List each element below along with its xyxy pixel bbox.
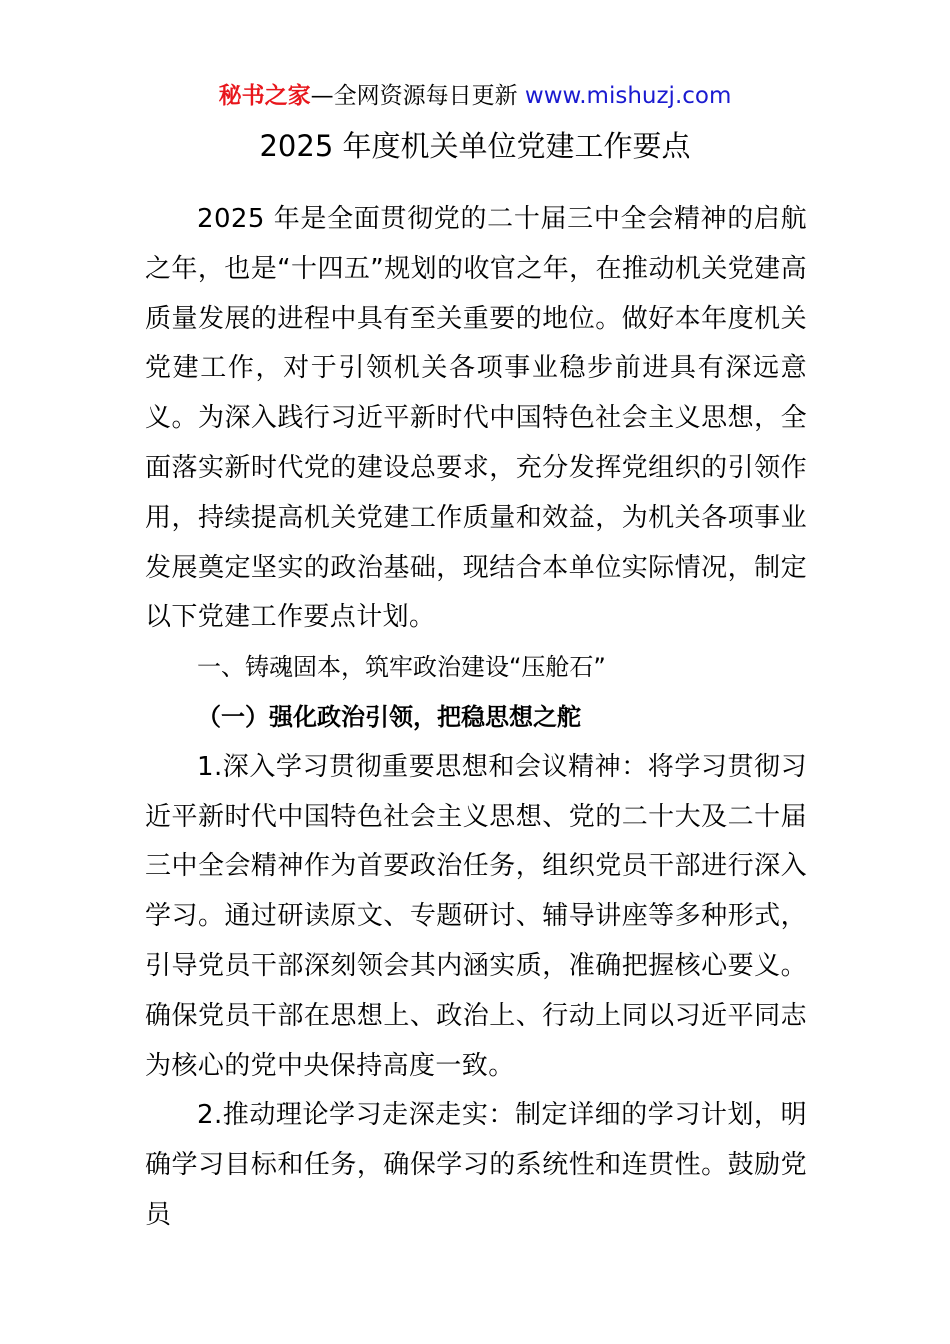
item-paragraph-2: 2.推动理论学习走深走实：制定详细的学习计划，明确学习目标和任务，确保学习的系统性和连贯性。鼓励党员 bbox=[145, 1100, 807, 1230]
site-url[interactable]: www.mishuzj.com bbox=[524, 83, 732, 109]
header-tagline: —全网资源每日更新 bbox=[310, 83, 518, 109]
brand-name: 秘书之家 bbox=[218, 83, 311, 109]
intro-paragraph: 2025 年是全面贯彻党的二十届三中全会精神的启航之年，也是“十四五”规划的收官之年，在推动机关党建高质量发展的进程中具有至关重要的地位。做好本年度机关党建工作，对于引领机关各项事业稳步前进具有深远意义。为深入践行习近平新时代中国特色社会主义思想，全面落实新时代党的建设总要求，充分发挥党组织的引领作用，持续提高机关党建工作质量和效益，为机关各项事业发展奠定坚实的政治基础，现结合本单位实际情况，制定以下党建工作要点计划。 bbox=[145, 204, 807, 633]
section-heading: 一、铸魂固本，筑牢政治建设“压舱石” bbox=[197, 653, 606, 682]
document-body bbox=[145, 195, 807, 1241]
site-header bbox=[0, 80, 950, 112]
document-title: 2025 年度机关单位党建工作要点 bbox=[259, 129, 691, 163]
subsection-heading: （一）强化政治引领，把稳思想之舵 bbox=[197, 702, 581, 731]
item-paragraph-1: 1.深入学习贯彻重要思想和会议精神：将学习贯彻习近平新时代中国特色社会主义思想、党的二十大及二十届三中全会精神作为首要政治任务，组织党员干部进行深入学习。通过研读原文、专题研讨、辅导讲座等多种形式，引导党员干部深刻领会其内涵实质，准确把握核心要义。确保党员干部在思想上、政治上、行动上同以习近平同志为核心的党中央保持高度一致。 bbox=[145, 751, 807, 1081]
